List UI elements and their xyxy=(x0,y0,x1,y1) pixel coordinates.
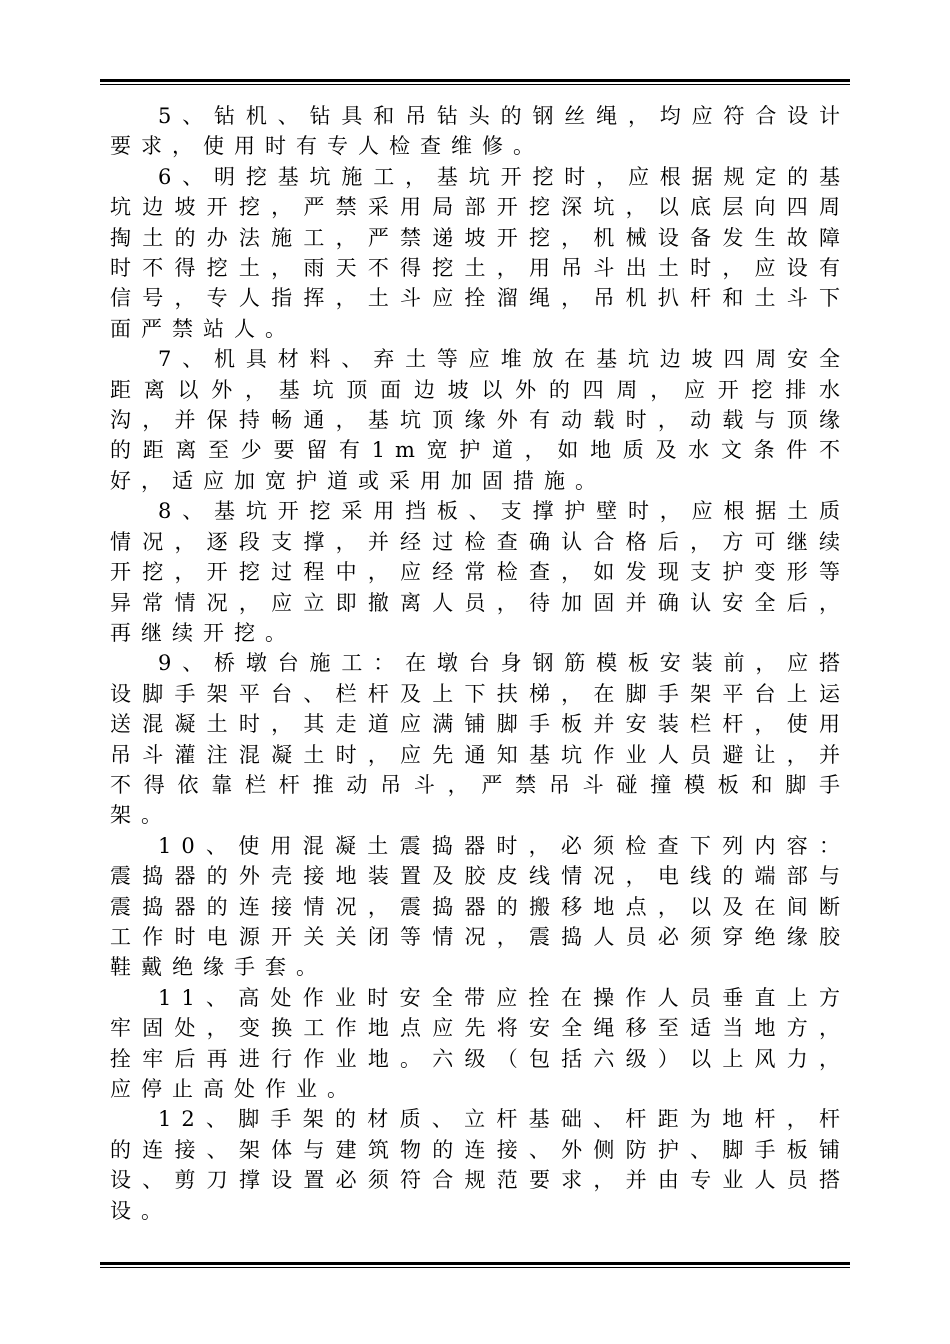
document-body xyxy=(110,101,850,1226)
paragraph-item-6: 6、明挖基坑施工，基坑开挖时，应根据规定的基坑边坡开挖，严禁采用局部开挖深坑，以底层向四周掏土的办法施工，严禁递坡开挖，机械设备发生故障时不得挖土，雨天不得挖土，用吊斗出土时，应设有信号，专人指挥，土斗应拴溜绳，吊机扒杆和土斗下面严禁站人。 xyxy=(110,164,850,341)
paragraph-item-7: 7、机具材料、弃土等应堆放在基坑边坡四周安全距离以外，基坑顶面边坡以外的四周，应开挖排水沟，并保持畅通，基坑顶缘外有动载时，动载与顶缘的距离至少要留有1m宽护道，如地质及水文条件不好，适应加宽护道或采用加固措施。 xyxy=(110,347,850,493)
paragraph-item-10: 10、使用混凝土震捣器时，必须检查下列内容：震捣器的外壳接地装置及胶皮线情况，电线的端部与震捣器的连接情况，震捣器的搬移地点，以及在间断工作时电源开关关闭等情况，震捣人员必须穿绝缘胶鞋戴绝缘手套。 xyxy=(110,833,850,980)
paragraph-item-12: 12、脚手架的材质、立杆基础、杆距为地杆，杆的连接、架体与建筑物的连接、外侧防护、脚手板铺设、剪刀撑设置必须符合规范要求，并由专业人员搭设。 xyxy=(110,1107,850,1223)
header-double-rule xyxy=(100,79,850,85)
paragraph-item-9: 9、桥墩台施工：在墩台身钢筋模板安装前，应搭设脚手架平台、栏杆及上下扶梯，在脚手架平台上运送混凝土时，其走道应满铺脚手板并安装栏杆，使用吊斗灌注混凝土时，应先通知基坑作业人员避让，并不得依靠栏杆推动吊斗，严禁吊斗碰撞模板和脚手架。 xyxy=(110,651,850,828)
paragraph-item-5: 5、钻机、钻具和吊钻头的钢丝绳，均应符合设计要求，使用时有专人检查维修。 xyxy=(110,104,850,159)
footer-double-rule xyxy=(100,1262,850,1268)
paragraph-item-8: 8、基坑开挖采用挡板、支撑护壁时，应根据土质情况，逐段支撑，并经过检查确认合格后，方可继续开挖，开挖过程中，应经常检查，如发现支护变形等异常情况，应立即撤离人员，待加固并确认安全后，再继续开挖。 xyxy=(110,499,850,645)
paragraph-item-11: 11、高处作业时安全带应拴在操作人员垂直上方牢固处，变换工作地点应先将安全绳移至适当地方，拴牢后再进行作业地。六级（包括六级）以上风力，应停止高处作业。 xyxy=(110,985,850,1101)
